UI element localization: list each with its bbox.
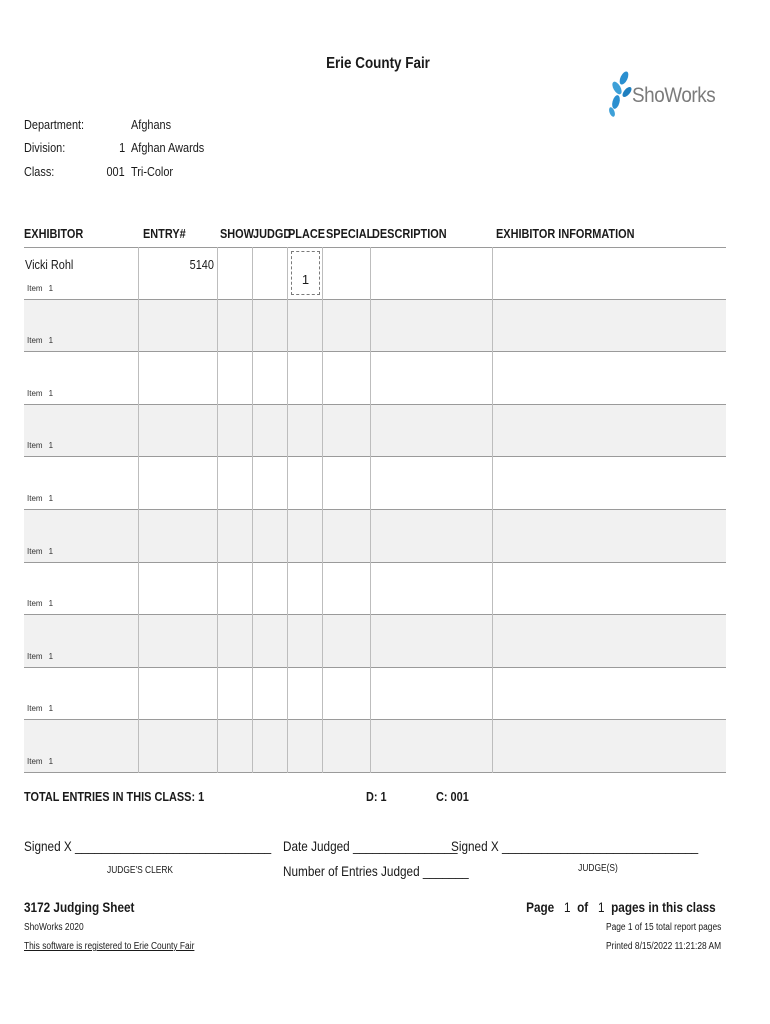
item-label: Item 1 bbox=[27, 283, 54, 293]
column-divider bbox=[252, 247, 253, 773]
column-divider bbox=[138, 247, 139, 773]
place-box[interactable] bbox=[291, 251, 320, 295]
table-row bbox=[24, 563, 726, 616]
class-number: 001 bbox=[106, 164, 125, 179]
header-special: SPECIAL bbox=[326, 226, 374, 241]
table-row bbox=[24, 510, 726, 563]
column-divider bbox=[492, 247, 493, 773]
total-c: C: 001 bbox=[436, 789, 469, 804]
header-description: DESCRIPTION bbox=[372, 226, 447, 241]
column-divider bbox=[287, 247, 288, 773]
department-value: Afghans bbox=[131, 117, 172, 132]
header-entry: ENTRY# bbox=[143, 226, 186, 241]
table-row bbox=[24, 457, 726, 510]
entries-table bbox=[24, 247, 726, 773]
clerk-signature-line[interactable]: Signed X ______________________________ bbox=[24, 838, 272, 854]
software-version: ShoWorks 2020 bbox=[24, 922, 84, 933]
total-entries: TOTAL ENTRIES IN THIS CLASS: 1 bbox=[24, 789, 205, 804]
table-row bbox=[24, 352, 726, 405]
exhibitor-name: Vicki Rohl bbox=[25, 257, 74, 272]
column-divider bbox=[370, 247, 371, 773]
judges-label: JUDGE(S) bbox=[578, 863, 618, 874]
num-entries-judged-line[interactable]: Number of Entries Judged _______ bbox=[283, 863, 469, 879]
item-label: Item 1 bbox=[27, 756, 54, 766]
logo-text: ShoWorks bbox=[632, 84, 716, 107]
registration-note: This software is registered to Erie County Fair bbox=[24, 941, 195, 952]
table-row bbox=[24, 720, 726, 773]
total-d: D: 1 bbox=[366, 789, 387, 804]
table-top-border bbox=[24, 247, 726, 248]
item-label: Item 1 bbox=[27, 599, 54, 609]
judge-signature-line[interactable]: Signed X ______________________________ bbox=[451, 838, 699, 854]
page-title: Erie County Fair bbox=[326, 55, 430, 72]
item-label: Item 1 bbox=[27, 546, 54, 556]
date-judged-line[interactable]: Date Judged ________________ bbox=[283, 838, 458, 854]
item-label: Item 1 bbox=[27, 493, 54, 503]
page-indicator: Page 1 of 1 pages in this class bbox=[526, 899, 716, 915]
item-label: Item 1 bbox=[27, 388, 54, 398]
item-label: Item 1 bbox=[27, 704, 54, 714]
header-judgd: JUDGD bbox=[253, 226, 292, 241]
table-row bbox=[24, 247, 726, 300]
item-label: Item 1 bbox=[27, 651, 54, 661]
header-show: SHOW bbox=[220, 226, 254, 241]
judges-clerk-label: JUDGE'S CLERK bbox=[106, 865, 174, 876]
printed-timestamp: Printed 8/15/2022 11:21:28 AM bbox=[605, 941, 721, 952]
column-divider bbox=[217, 247, 218, 773]
division-number: 1 bbox=[118, 140, 125, 155]
class-value: Tri-Color bbox=[131, 164, 174, 179]
logo-petals-icon bbox=[608, 70, 634, 120]
division-value: Afghan Awards bbox=[131, 140, 205, 155]
column-divider bbox=[322, 247, 323, 773]
header-exhibitor-info: EXHIBITOR INFORMATION bbox=[496, 226, 635, 241]
showorks-logo bbox=[608, 70, 720, 120]
class-label: Class: bbox=[24, 164, 55, 179]
item-label: Item 1 bbox=[27, 441, 54, 451]
division-label: Division: bbox=[24, 140, 66, 155]
table-row bbox=[24, 668, 726, 721]
department-label: Department: bbox=[24, 117, 85, 132]
table-row bbox=[24, 300, 726, 353]
sheet-title: 3172 Judging Sheet bbox=[24, 899, 135, 915]
header-exhibitor: EXHIBITOR bbox=[24, 226, 84, 241]
report-page-count: Page 1 of 15 total report pages bbox=[605, 922, 721, 933]
item-label: Item 1 bbox=[27, 336, 54, 346]
entry-number: 5140 bbox=[189, 257, 214, 272]
table-row bbox=[24, 405, 726, 458]
table-row bbox=[24, 615, 726, 668]
header-place: PLACE bbox=[288, 226, 326, 241]
place-value: 1 bbox=[301, 272, 310, 287]
